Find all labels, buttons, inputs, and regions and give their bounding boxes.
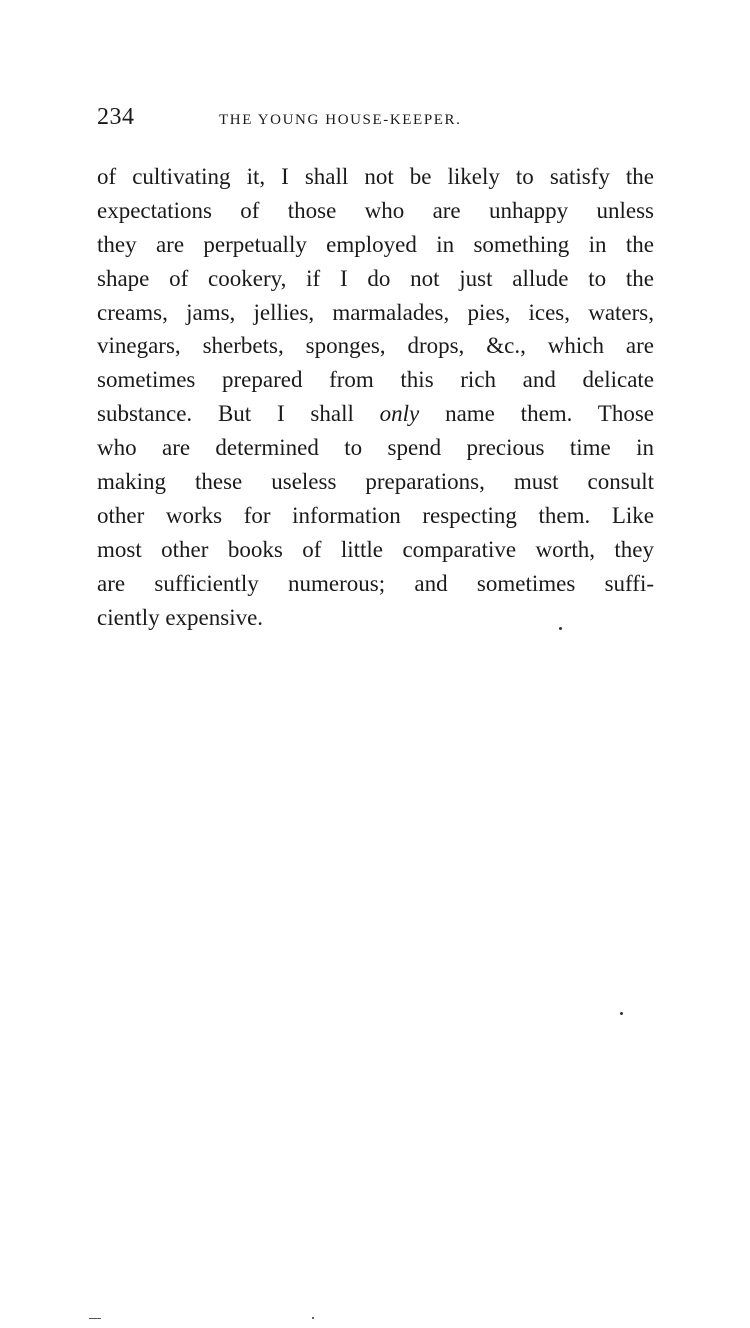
text-segment: name them. Those [419,401,654,427]
running-head [97,104,657,134]
text-line: who are determined to spend precious time in [97,435,654,461]
text-line: vinegars, sherbets, sponges, drops, &c., which are [97,333,654,359]
body-text [97,160,654,634]
text-line: making these useless preparations, must consult [97,469,654,495]
text-line: are sufficiently numerous; and sometimes suffi- [97,570,654,596]
text-line: shape of cookery, if I do not just allude to the [97,265,654,291]
emphasized-word: only [379,401,420,427]
text-line: they are perpetually employed in something in the [97,231,654,257]
running-title: THE YOUNG HOUSE-KEEPER. [219,112,462,128]
text-line: sometimes prepared from this rich and delicate [97,367,654,393]
text-line: creams, jams, jellies, marmalades, pies, ices, waters, [97,299,654,325]
print-speck [620,1012,623,1015]
text-line: most other books of little comparative worth, they [97,536,654,562]
text-line-emphasis [97,397,654,431]
print-speck [89,1318,101,1319]
text-line: of cultivating it, I shall not be likely to satisfy the [97,164,654,189]
print-speck [559,627,562,630]
print-speck [312,1317,314,1319]
page-number: 234 [97,104,135,130]
text-line: other works for information respecting them. Like [97,502,654,528]
text-segment: substance. But I shall [97,401,380,427]
text-line: ciently expensive. [97,604,264,630]
text-line: expectations of those who are unhappy unless [97,197,654,223]
